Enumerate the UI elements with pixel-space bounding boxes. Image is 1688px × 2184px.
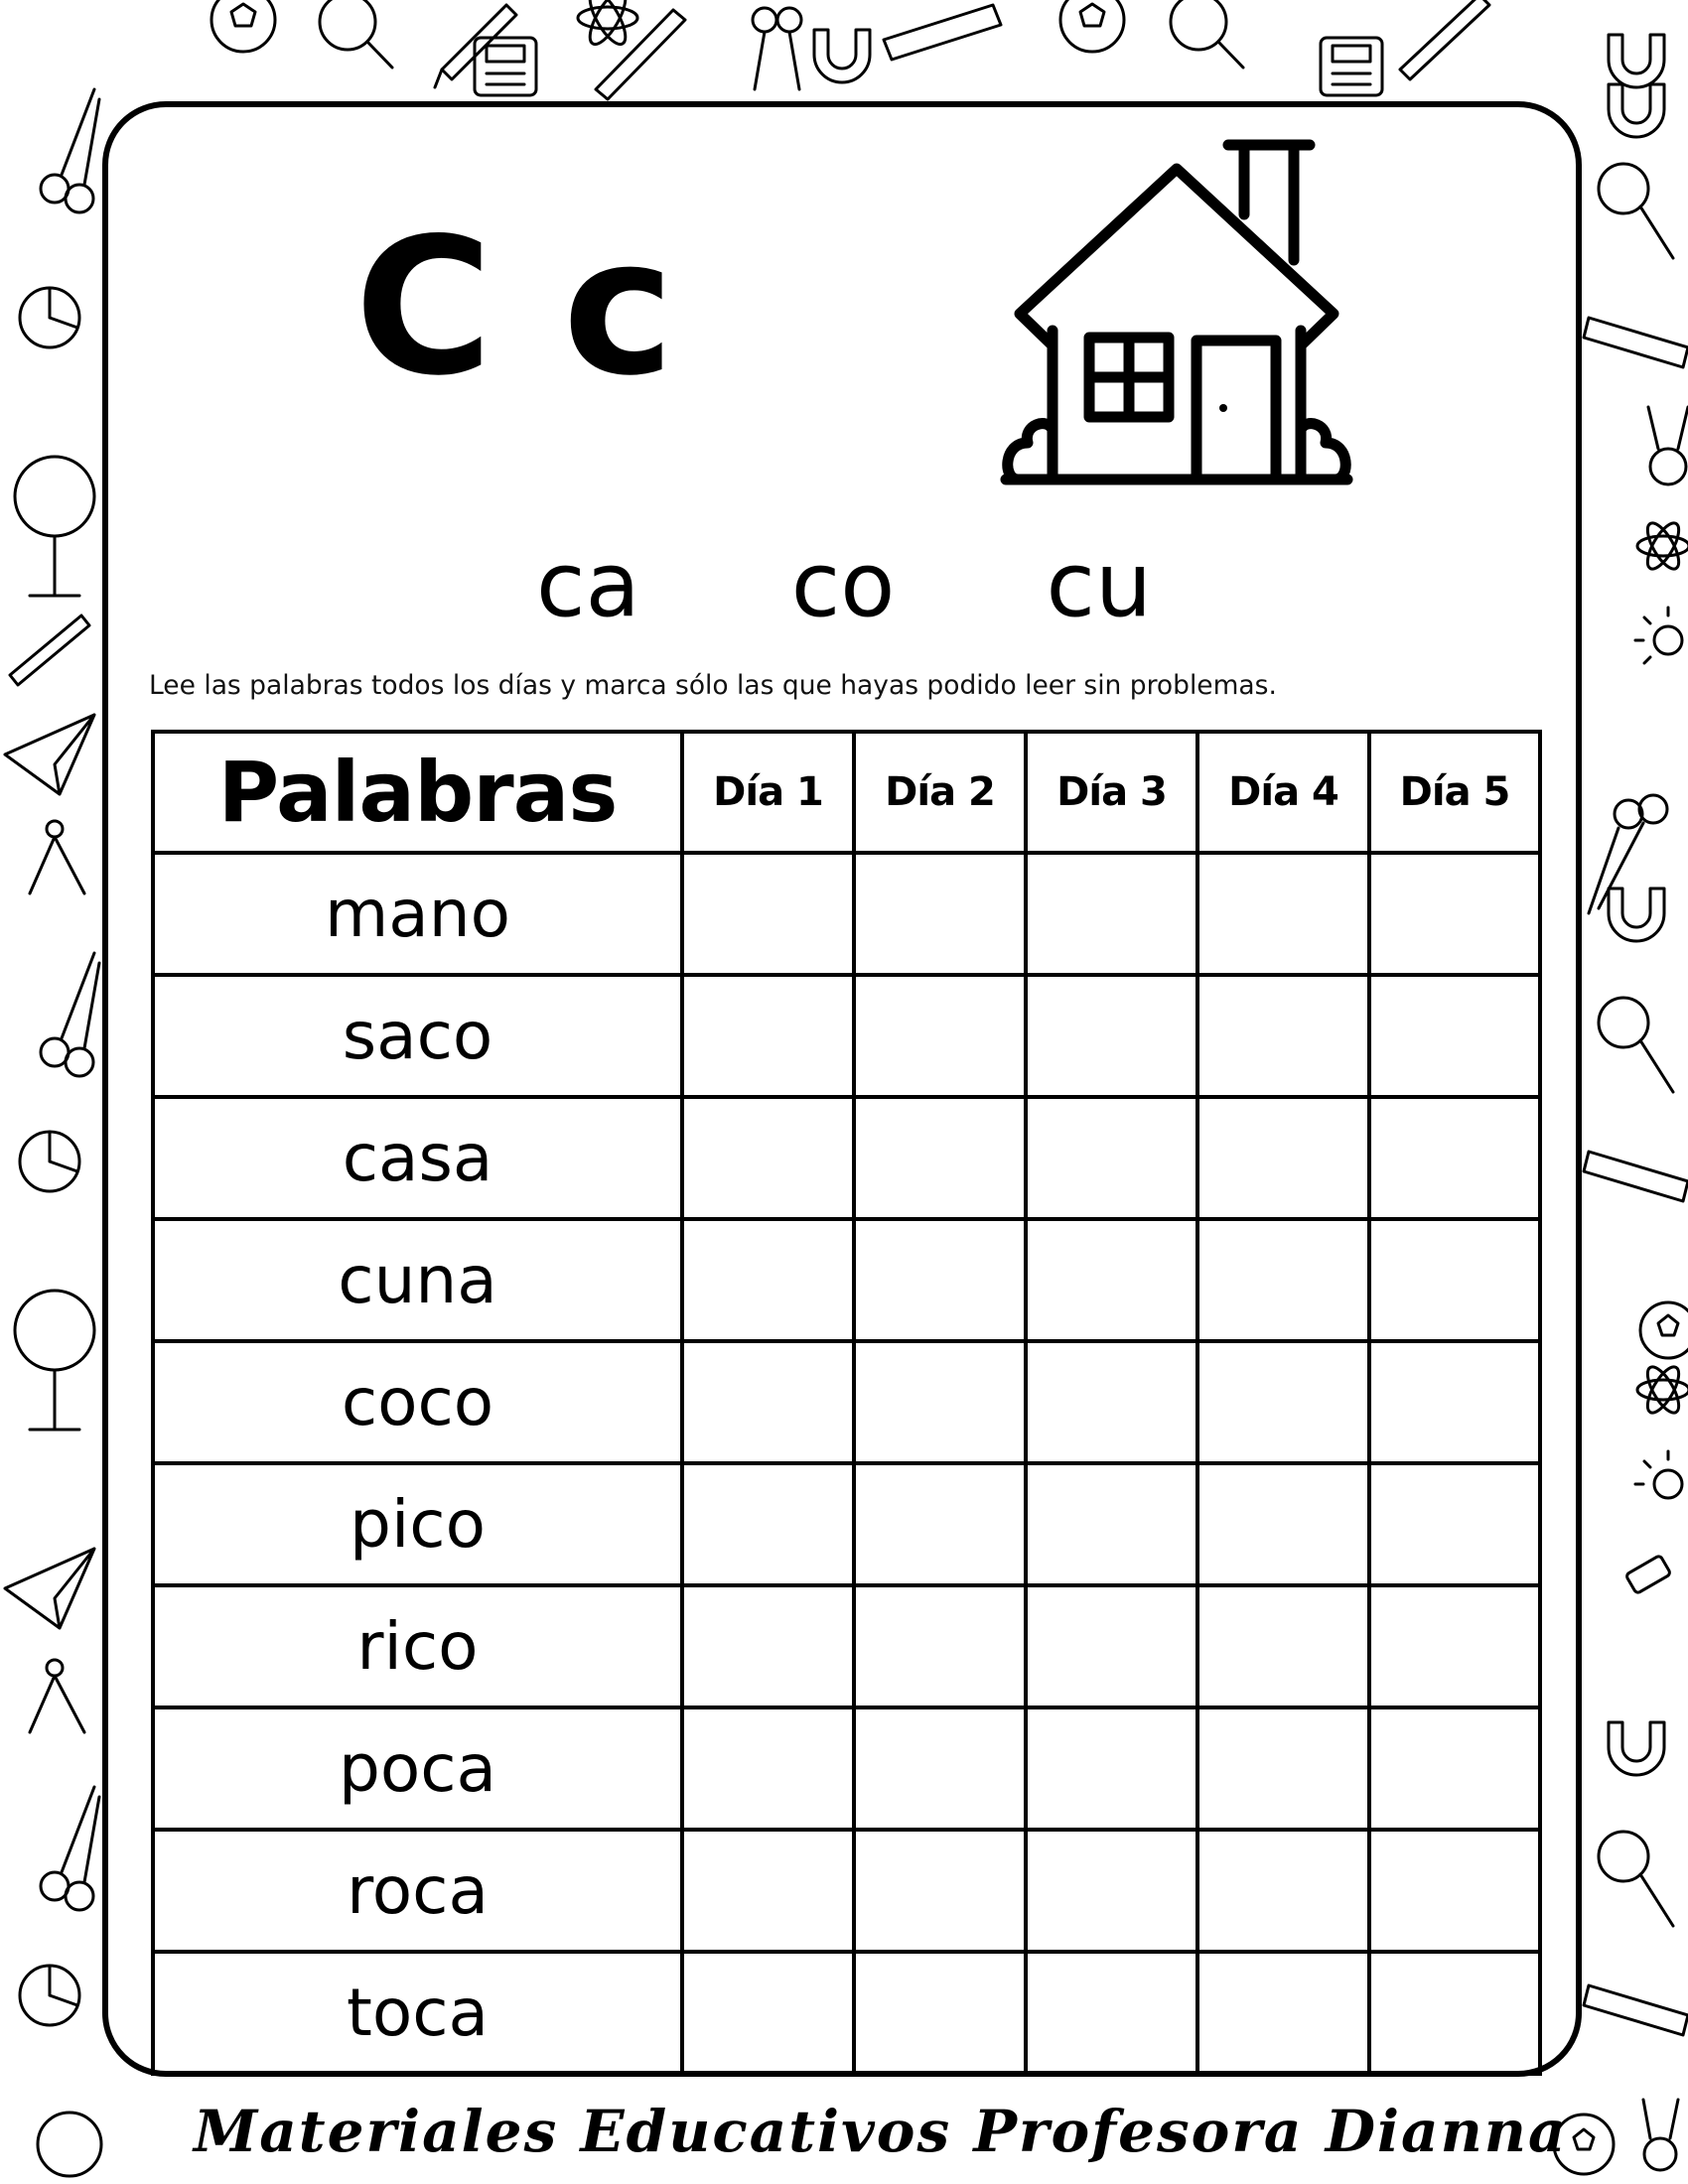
instructions-text: Lee las palabras todos los días y marca sólo las que hayas podido leer sin problemas.: [149, 670, 1277, 701]
check-cell[interactable]: [1026, 1585, 1197, 1707]
check-cell[interactable]: [854, 1830, 1026, 1952]
check-cell[interactable]: [1197, 1097, 1369, 1219]
magnifier-icon: [1599, 164, 1673, 258]
atom-icon: [578, 0, 637, 49]
check-cell[interactable]: [1026, 1707, 1197, 1830]
scissors-icon: [753, 8, 801, 89]
check-cell[interactable]: [682, 1707, 854, 1830]
check-cell[interactable]: [854, 1097, 1026, 1219]
pie-chart-icon: [20, 1132, 79, 1191]
ruler-icon: [1584, 318, 1688, 367]
word-cell: toca: [153, 1952, 682, 2074]
magnifier-icon: [1171, 0, 1243, 68]
magnet-icon: [1609, 84, 1664, 137]
compass-icon: [30, 1660, 84, 1732]
pencil-icon: [1400, 0, 1489, 79]
atom-icon: [1637, 1362, 1688, 1417]
compass-icon: [30, 821, 84, 893]
ruler-icon: [1584, 1985, 1688, 2035]
check-cell[interactable]: [1026, 1463, 1197, 1585]
scissors-icon: [1589, 795, 1667, 913]
scissors-icon: [41, 1787, 99, 1910]
day-2-header: Día 2: [854, 732, 1026, 853]
table-header-row: [153, 732, 1540, 853]
check-cell[interactable]: [1197, 975, 1369, 1097]
check-cell[interactable]: [1369, 1463, 1540, 1585]
magnet-icon: [814, 30, 870, 82]
check-cell[interactable]: [1026, 1341, 1197, 1463]
check-cell[interactable]: [1026, 1830, 1197, 1952]
pencil-icon: [10, 615, 89, 685]
globe-icon: [38, 2113, 101, 2176]
table-row: [153, 1707, 1540, 1830]
magnifier-icon: [1599, 998, 1673, 1092]
check-cell[interactable]: [1369, 853, 1540, 975]
magnet-icon: [1609, 35, 1664, 87]
day-5-header: Día 5: [1369, 732, 1540, 853]
table-row: [153, 1463, 1540, 1585]
eraser-icon: [1625, 1555, 1671, 1593]
table-row: [153, 1585, 1540, 1707]
magnet-icon: [1609, 888, 1664, 941]
syllable-ca: ca: [536, 533, 640, 637]
soccer-ball-icon: [1060, 0, 1124, 52]
check-cell[interactable]: [682, 1952, 854, 2074]
check-cell[interactable]: [854, 1463, 1026, 1585]
syllable-cu: cu: [1046, 533, 1152, 637]
reading-tracker-table: [151, 730, 1542, 2076]
ruler-icon: [1584, 1152, 1688, 1201]
check-cell[interactable]: [854, 975, 1026, 1097]
globe-icon: [15, 457, 94, 596]
table-row: [153, 1097, 1540, 1219]
check-cell[interactable]: [854, 1952, 1026, 2074]
check-cell[interactable]: [1026, 1219, 1197, 1341]
check-cell[interactable]: [682, 975, 854, 1097]
check-cell[interactable]: [682, 1341, 854, 1463]
pie-chart-icon: [20, 1966, 79, 2025]
words-column-header: Palabras: [153, 732, 682, 853]
check-cell[interactable]: [1197, 1585, 1369, 1707]
check-cell[interactable]: [682, 1830, 854, 1952]
table-row: [153, 1341, 1540, 1463]
check-cell[interactable]: [1369, 1219, 1540, 1341]
check-cell[interactable]: [682, 1097, 854, 1219]
pencil-icon: [596, 10, 685, 99]
letter-heading: [354, 198, 677, 417]
check-cell[interactable]: [682, 1463, 854, 1585]
check-cell[interactable]: [854, 1341, 1026, 1463]
check-cell[interactable]: [1197, 1463, 1369, 1585]
word-cell: pico: [153, 1463, 682, 1585]
check-cell[interactable]: [682, 1219, 854, 1341]
paper-plane-icon: [5, 715, 94, 794]
magnifier-icon: [1599, 1832, 1673, 1926]
check-cell[interactable]: [1197, 853, 1369, 975]
soccer-ball-icon: [211, 0, 275, 52]
check-cell[interactable]: [1369, 975, 1540, 1097]
uppercase-letter: C: [354, 198, 495, 417]
check-cell[interactable]: [1369, 1097, 1540, 1219]
scissors-icon: [41, 953, 99, 1076]
magnet-icon: [1609, 1722, 1664, 1775]
calculator-icon: [1321, 38, 1382, 95]
word-cell: mano: [153, 853, 682, 975]
check-cell[interactable]: [682, 853, 854, 975]
check-cell[interactable]: [1369, 1830, 1540, 1952]
check-cell[interactable]: [1369, 1707, 1540, 1830]
check-cell[interactable]: [1369, 1585, 1540, 1707]
table-row: [153, 1219, 1540, 1341]
day-1-header: Día 1: [682, 732, 854, 853]
check-cell[interactable]: [1197, 1707, 1369, 1830]
word-cell: casa: [153, 1097, 682, 1219]
check-cell[interactable]: [1197, 1952, 1369, 2074]
pie-chart-icon: [20, 288, 79, 347]
footer-credit: Materiales Educativos Profesora Dianna: [194, 2098, 1568, 2165]
table-row: [153, 853, 1540, 975]
medal-icon: [1648, 407, 1688, 484]
check-cell[interactable]: [1197, 1830, 1369, 1952]
paper-plane-icon: [5, 1549, 94, 1628]
syllable-co: co: [790, 533, 896, 637]
check-cell[interactable]: [1197, 1341, 1369, 1463]
globe-icon: [15, 1291, 94, 1430]
day-4-header: Día 4: [1197, 732, 1369, 853]
house-icon: [998, 137, 1375, 494]
medal-icon: [1643, 2100, 1678, 2170]
sun-icon: [1635, 608, 1682, 663]
lowercase-letter: c: [562, 198, 677, 417]
table-row: [153, 1952, 1540, 2074]
check-cell[interactable]: [854, 853, 1026, 975]
check-cell[interactable]: [854, 1585, 1026, 1707]
check-cell[interactable]: [1026, 1952, 1197, 2074]
day-3-header: Día 3: [1026, 732, 1197, 853]
word-cell: coco: [153, 1341, 682, 1463]
check-cell[interactable]: [682, 1585, 854, 1707]
soccer-ball-icon: [1640, 1302, 1688, 1358]
check-cell[interactable]: [854, 1707, 1026, 1830]
check-cell[interactable]: [1026, 1097, 1197, 1219]
table-row: [153, 1830, 1540, 1952]
word-cell: roca: [153, 1830, 682, 1952]
check-cell[interactable]: [1026, 853, 1197, 975]
word-cell: saco: [153, 975, 682, 1097]
check-cell[interactable]: [1369, 1952, 1540, 2074]
ruler-icon: [884, 5, 1001, 60]
scissors-icon: [41, 89, 99, 212]
magnifier-icon: [320, 0, 392, 68]
sun-icon: [1635, 1451, 1682, 1498]
check-cell[interactable]: [1369, 1341, 1540, 1463]
check-cell[interactable]: [1197, 1219, 1369, 1341]
word-cell: poca: [153, 1707, 682, 1830]
atom-icon: [1637, 518, 1688, 573]
syllables-row: [536, 533, 1152, 637]
check-cell[interactable]: [1026, 975, 1197, 1097]
word-cell: cuna: [153, 1219, 682, 1341]
table-row: [153, 975, 1540, 1097]
word-cell: rico: [153, 1585, 682, 1707]
check-cell[interactable]: [854, 1219, 1026, 1341]
